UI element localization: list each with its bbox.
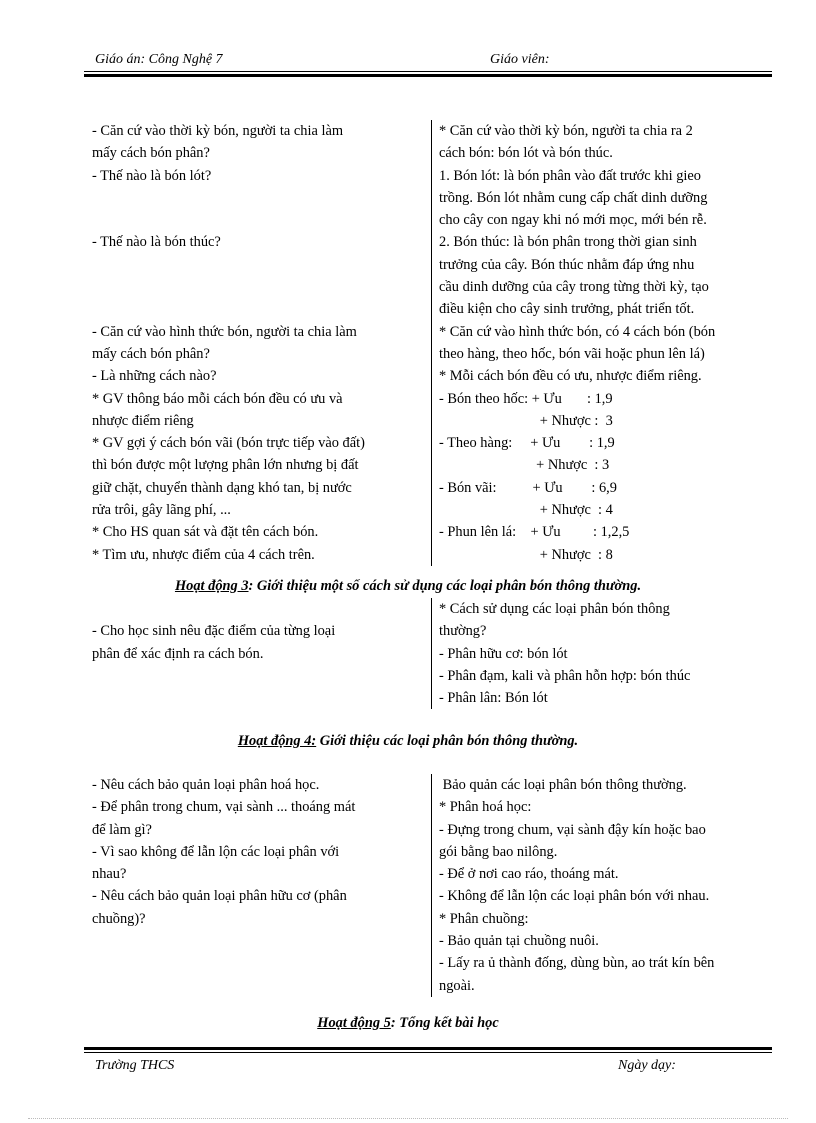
text-line xyxy=(92,209,423,231)
text-line: điều kiện cho cây sinh trưởng, phát triển tốt. xyxy=(439,301,695,318)
heading-4-label: Hoạt động 4: xyxy=(237,733,317,749)
section-1-left-column xyxy=(92,120,431,566)
text-line: - Cho học sinh nêu đặc điểm của từng loại xyxy=(92,623,336,640)
text-line: nhược điểm riêng xyxy=(92,412,194,429)
text-line: - Là những cách nào? xyxy=(92,368,217,385)
text-line: cho cây con ngay khi nó mới mọc, mới bén rễ. xyxy=(439,212,707,229)
section-3-right-column xyxy=(431,774,772,997)
header-rule-thin xyxy=(84,71,772,72)
text-line: + Nhược : 3 xyxy=(439,457,610,474)
text-line: - Vì sao không để lẫn lộn các loại phân với xyxy=(92,843,340,860)
heading-4-title: Giới thiệu các loại phân bón thông thường. xyxy=(316,733,579,749)
section-2-left-column xyxy=(92,598,431,709)
text-line xyxy=(92,598,423,620)
text-line: - Thế nào là bón lót? xyxy=(92,167,212,184)
text-line xyxy=(92,276,423,298)
text-line xyxy=(92,687,423,709)
text-line: + Nhược : 8 xyxy=(439,546,613,563)
heading-3-title: : Giới thiệu một số cách sử dụng các loại phân bón thông thường. xyxy=(248,578,642,594)
text-line: - Nêu cách bảo quản loại phân hoá học. xyxy=(92,777,320,793)
text-line xyxy=(92,298,423,320)
text-line: + Nhược : 4 xyxy=(439,502,613,519)
page-bottom-dotted-edge xyxy=(28,1118,788,1119)
text-line: - Để phân trong chum, vại sành ... thoáng mát xyxy=(92,799,356,816)
section-1-right-column xyxy=(431,120,772,566)
section-2-right-column xyxy=(431,598,772,709)
text-line: Bảo quản các loại phân bón thông thường. xyxy=(439,777,687,793)
text-line: - Để ở nơi cao ráo, thoáng mát. xyxy=(439,866,619,883)
text-line: * Phân hoá học: xyxy=(439,799,532,816)
text-line: * Căn cứ vào hình thức bón, có 4 cách bón (bón xyxy=(439,323,716,340)
text-line: gói bằng bao nilông. xyxy=(439,843,558,860)
text-line: trưởng của cây. Bón thúc nhằm đáp ứng nhu xyxy=(439,256,695,273)
section-3-left-column xyxy=(92,774,431,997)
heading-5-label: Hoạt động 5 xyxy=(317,1015,391,1031)
text-line: - Phân hữu cơ: bón lót xyxy=(439,645,568,662)
text-line xyxy=(92,254,423,276)
heading-5-title: : Tổng kết bài học xyxy=(390,1015,499,1031)
heading-activity-5 xyxy=(0,1015,816,1032)
table-section-1 xyxy=(92,120,772,566)
text-line: - Bảo quản tại chuồng nuôi. xyxy=(439,933,599,950)
text-line: * GV thông báo mỗi cách bón đều có ưu và xyxy=(92,390,343,407)
text-line: 2. Bón thúc: là bón phân trong thời gian sinh xyxy=(439,234,697,251)
table-section-2 xyxy=(92,598,772,709)
text-line: - Bón theo hốc: + Ưu : 1,9 xyxy=(439,390,613,407)
text-line xyxy=(92,952,423,974)
text-line: - Không để lẫn lộn các loại phân bón với nhau. xyxy=(439,888,710,905)
text-line: cách bón: bón lót và bón thúc. xyxy=(439,145,613,162)
text-line: - Phân đạm, kali và phân hỗn hợp: bón thúc xyxy=(439,667,691,684)
text-line: * GV gợi ý cách bón vãi (bón trực tiếp vào đất) xyxy=(92,435,365,452)
text-line: - Căn cứ vào hình thức bón, người ta chia làm xyxy=(92,323,357,340)
text-line: - Phun lên lá: + Ưu : 1,2,5 xyxy=(439,524,630,541)
text-line: mấy cách bón phân? xyxy=(92,145,210,162)
footer-rule-thin xyxy=(84,1052,772,1053)
heading-activity-3 xyxy=(0,578,816,595)
header-left: Giáo án: Công Nghệ 7 xyxy=(95,52,223,67)
text-line: để làm gì? xyxy=(92,821,152,838)
header-rule-thick xyxy=(84,74,772,77)
text-line: - Đựng trong chum, vại sành đậy kín hoặc bao xyxy=(439,821,706,838)
text-line: * Phân chuồng: xyxy=(439,910,529,927)
text-line: trồng. Bón lót nhằm cung cấp chất dinh dưỡng xyxy=(439,189,708,206)
text-line xyxy=(92,665,423,687)
text-line: - Căn cứ vào thời kỳ bón, người ta chia làm xyxy=(92,123,344,139)
text-line xyxy=(92,930,423,952)
text-line: rửa trôi, gây lãng phí, ... xyxy=(92,502,231,519)
text-line: 1. Bón lót: là bón phân vào đất trước khi gieo xyxy=(439,167,702,184)
table-section-3 xyxy=(92,774,772,997)
text-line: * Cách sử dụng các loại phân bón thông xyxy=(439,601,670,617)
footer-left: Trường THCS xyxy=(95,1058,175,1073)
text-line: - Nêu cách bảo quản loại phân hữu cơ (phân xyxy=(92,888,347,905)
text-line: - Lấy ra ủ thành đống, dùng bùn, ao trát kín bên xyxy=(439,955,715,972)
text-line: - Bón vãi: + Ưu : 6,9 xyxy=(439,479,617,496)
text-line xyxy=(92,975,423,997)
heading-activity-4 xyxy=(0,733,816,750)
text-line: mấy cách bón phân? xyxy=(92,345,210,362)
text-line: * Mỗi cách bón đều có ưu, nhược điểm riêng. xyxy=(439,368,702,385)
text-line: thường? xyxy=(439,623,487,640)
text-line: * Cho HS quan sát và đặt tên cách bón. xyxy=(92,524,319,541)
text-line: nhau? xyxy=(92,866,127,883)
header-right: Giáo viên: xyxy=(490,52,550,67)
text-line: chuồng)? xyxy=(92,910,146,927)
text-line: * Căn cứ vào thời kỳ bón, người ta chia ra 2 xyxy=(439,123,693,139)
text-line: thì bón được một lượng phân lớn nhưng bị đất xyxy=(92,457,359,474)
footer-right: Ngày dạy: xyxy=(618,1058,676,1073)
text-line: * Tìm ưu, nhược điểm của 4 cách trên. xyxy=(92,546,315,563)
text-line: cầu dinh dưỡng của cây trong từng thời kỳ, tạo xyxy=(439,279,709,296)
text-line: - Phân lân: Bón lót xyxy=(439,690,548,707)
text-line: giữ chặt, chuyển thành dạng khó tan, bị nước xyxy=(92,479,352,496)
text-line: ngoài. xyxy=(439,977,475,994)
text-line xyxy=(92,187,423,209)
text-line: phân để xác định ra cách bón. xyxy=(92,645,264,662)
text-line: + Nhược : 3 xyxy=(439,412,613,429)
text-line: - Theo hàng: + Ưu : 1,9 xyxy=(439,435,615,452)
text-line: - Thế nào là bón thúc? xyxy=(92,234,221,251)
heading-3-label: Hoạt động 3 xyxy=(174,578,249,594)
footer-rule-thick xyxy=(84,1047,772,1050)
text-line: theo hàng, theo hốc, bón vãi hoặc phun lên lá) xyxy=(439,345,705,362)
